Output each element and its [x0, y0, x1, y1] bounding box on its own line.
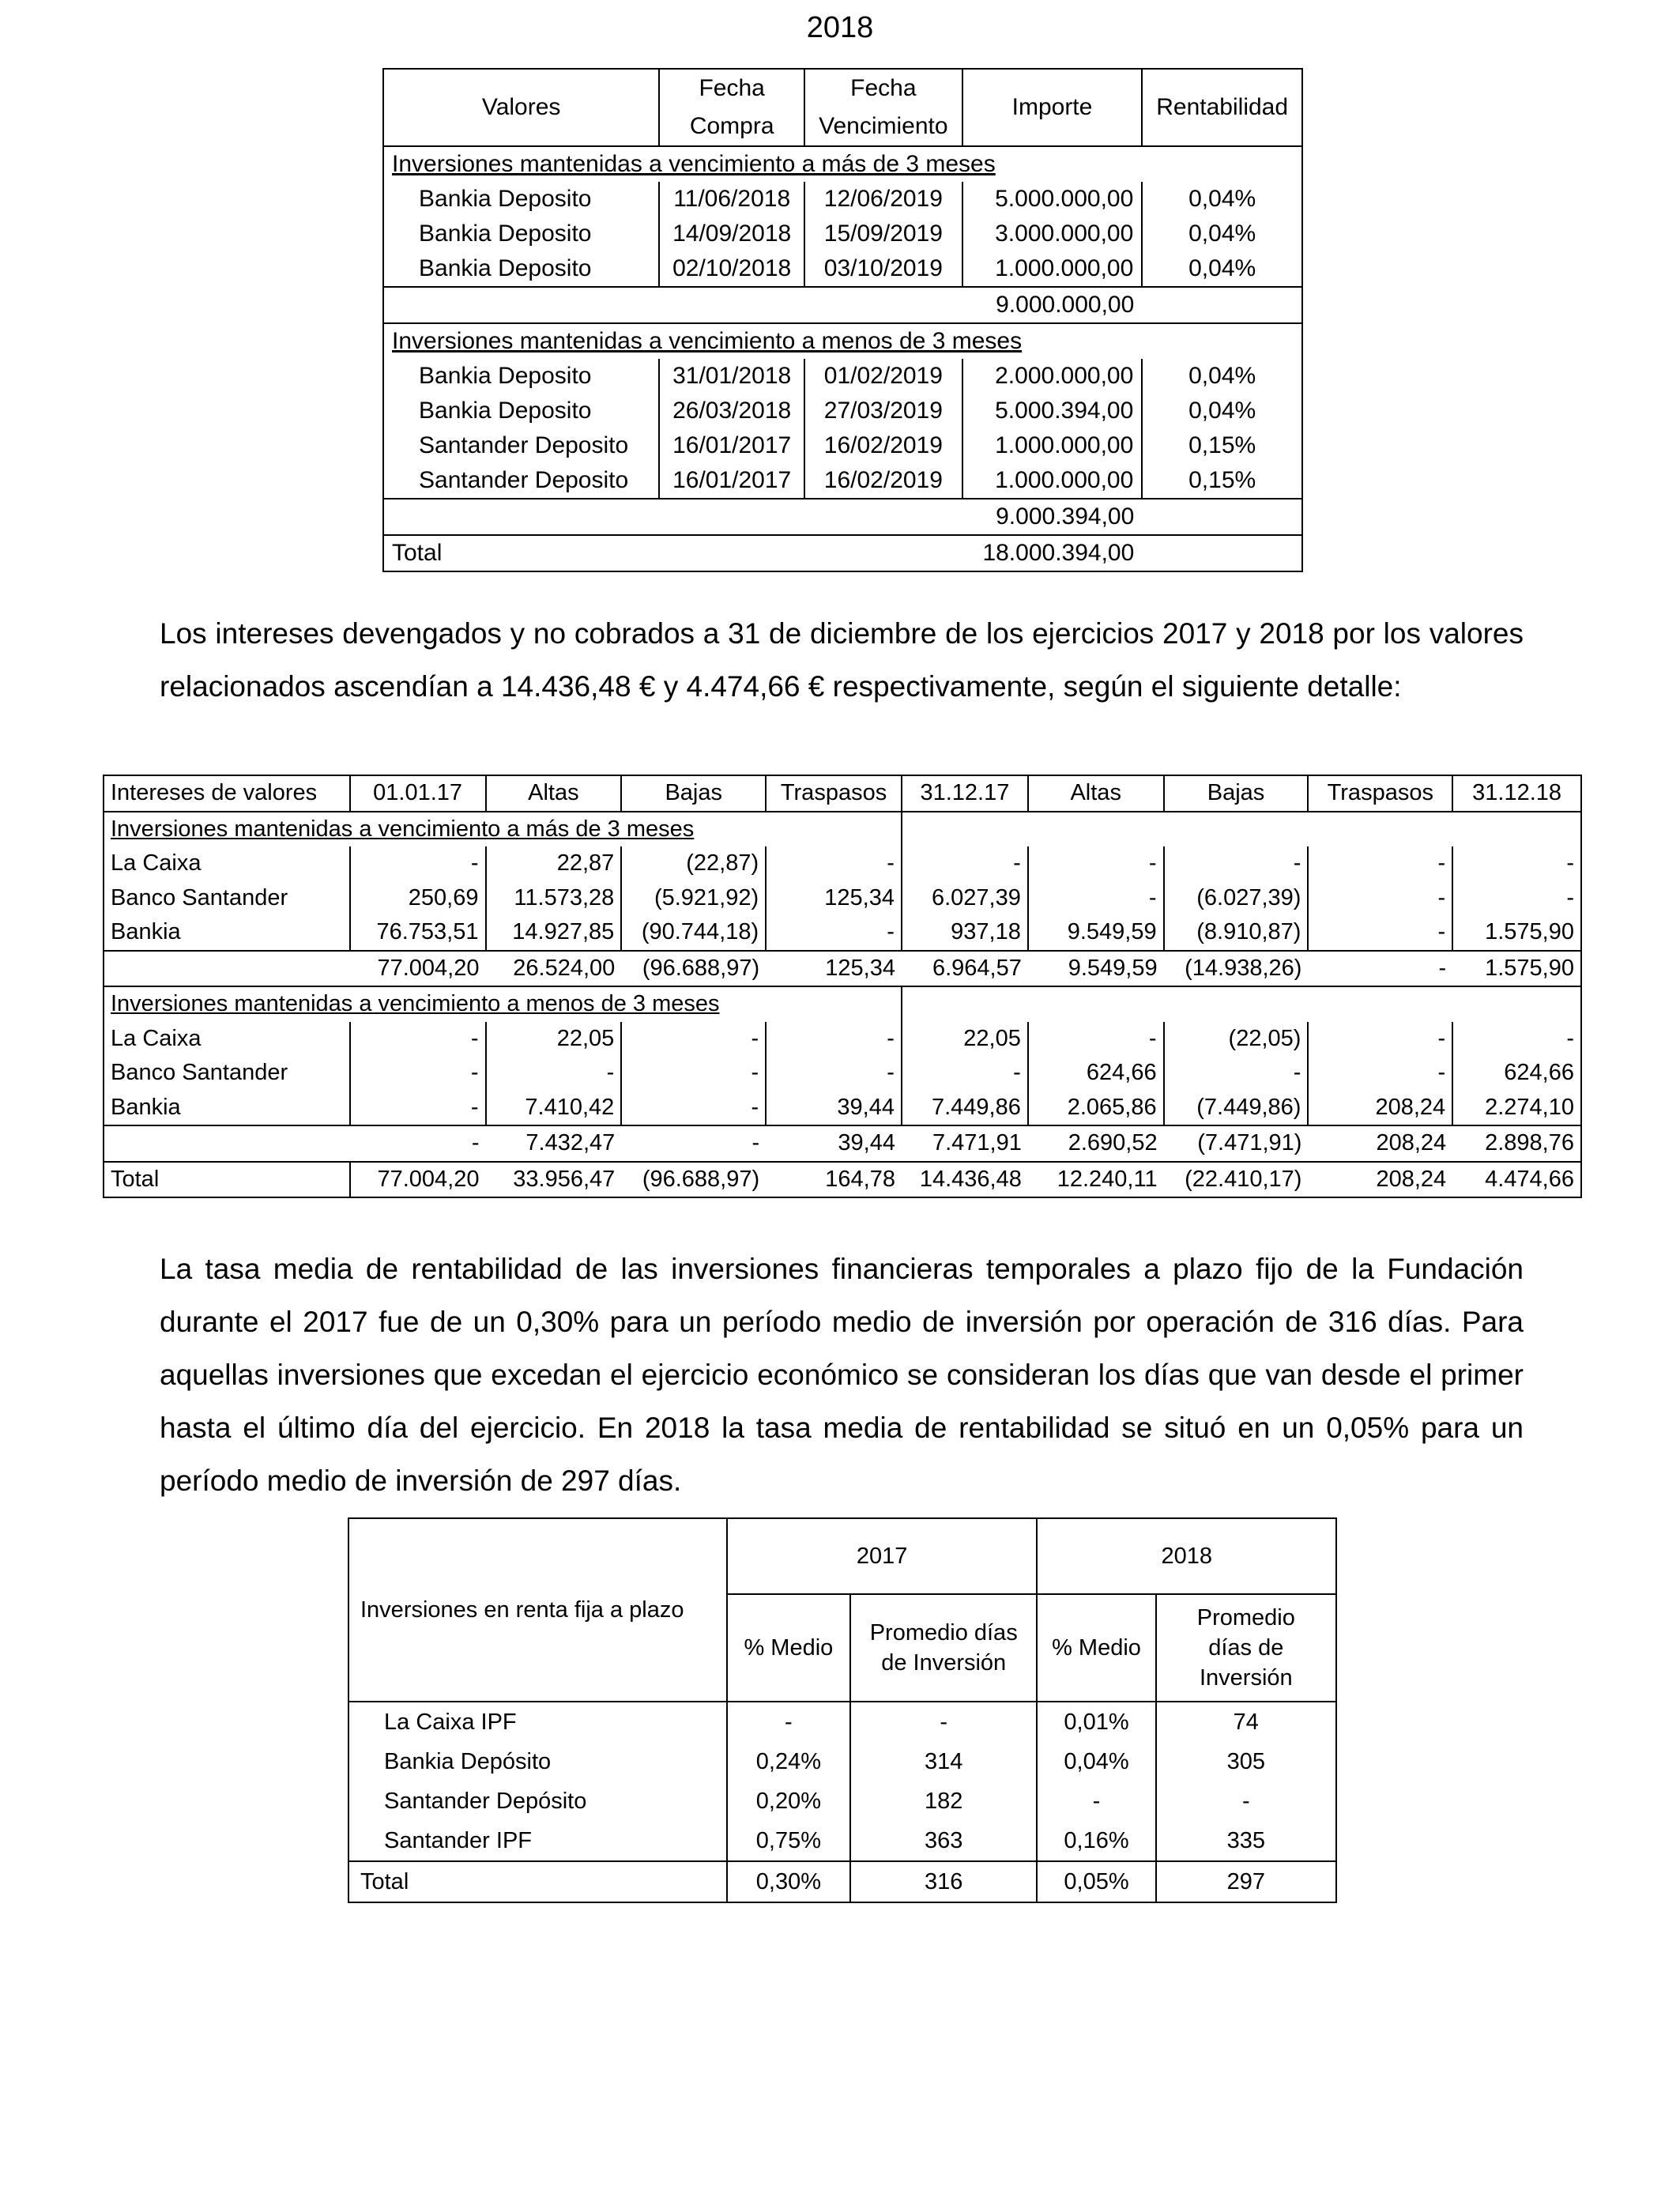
cell-label: Bankia — [104, 1091, 350, 1126]
cell-valor: Santander Deposito — [383, 463, 659, 499]
table-row — [383, 394, 1302, 428]
cell-value: - — [1308, 915, 1452, 951]
table-row — [348, 1742, 1336, 1781]
header-fecha-vencimiento-1: Fecha — [804, 69, 962, 107]
intereses-valores-table — [103, 775, 1582, 1198]
cell-value: 2.065,86 — [1028, 1091, 1164, 1126]
cell-fecha-compra: 11/06/2018 — [659, 182, 804, 217]
cell-value: 0,16% — [1037, 1821, 1155, 1861]
cell-fecha-vencimiento: 16/02/2019 — [804, 428, 962, 463]
cell-value: (5.921,92) — [621, 881, 766, 916]
subheader-line: Inversión — [1199, 1665, 1293, 1691]
section-title-blank — [902, 986, 1581, 1022]
subtotal-value: 125,34 — [766, 951, 902, 987]
total-value: 0,30% — [727, 1861, 850, 1902]
cell-rentabilidad: 0,15% — [1188, 432, 1256, 458]
table-row — [383, 182, 1302, 217]
cell-fecha-compra: 16/01/2017 — [659, 463, 804, 499]
header-cell: Intereses de valores — [104, 775, 350, 812]
paragraph-rentabilidad: La tasa media de rentabilidad de las inversiones financieras temporales a plazo fijo de la Fundación durante el 2017 fue de un 0,30% para un período medio de inversión por operación de 316 días. Para aquellas inversiones que excedan el ejercicio económico se consideran los días que van desde el primer hasta el último día del ejercicio. En 2018 la tasa media de rentabilidad se situó en un 0,05% para un período medio de inversión de 297 días. — [160, 1253, 1524, 1497]
cell-value: - — [350, 1091, 486, 1126]
header-cell: Traspasos — [766, 775, 902, 812]
cell-fecha-vencimiento: 15/09/2019 — [804, 217, 962, 251]
cell-label: Santander Depósito — [348, 1781, 727, 1821]
renta-fija-table — [348, 1517, 1337, 1903]
cell-label: Banco Santander — [104, 881, 350, 916]
cell-value: 2.274,10 — [1485, 1094, 1574, 1120]
cell-rentabilidad: 0,15% — [1188, 467, 1256, 493]
cell-value: - — [727, 1702, 850, 1742]
table-row — [383, 251, 1302, 287]
cell-value: - — [766, 915, 902, 951]
cell-value: - — [1308, 881, 1452, 916]
subheader-medio-2018: % Medio — [1037, 1594, 1155, 1702]
cell-value: - — [1566, 850, 1574, 876]
cell-value: 6.027,39 — [902, 881, 1028, 916]
subtotal-value: (14.938,26) — [1164, 951, 1309, 987]
cell-importe: 3.000.000,00 — [962, 217, 1143, 251]
cell-rentabilidad: 0,04% — [1188, 186, 1256, 212]
cell-value: - — [1164, 846, 1309, 881]
header-cell: Bajas — [1164, 775, 1309, 812]
cell-fecha-vencimiento: 03/10/2019 — [804, 251, 962, 287]
cell-value: 0,75% — [727, 1821, 850, 1861]
cell-label: Bankia — [104, 915, 350, 951]
subheader-line: de Inversión — [881, 1650, 1007, 1676]
cell-value: (7.449,86) — [1164, 1091, 1309, 1126]
subheader-line: días de — [1208, 1635, 1284, 1661]
cell-value: - — [850, 1702, 1037, 1742]
section-title: Inversiones mantenidas a vencimiento a menos de 3 meses — [104, 986, 902, 1022]
total-value: 208,24 — [1308, 1162, 1452, 1198]
section-title-row — [104, 812, 1581, 847]
total-value: 12.240,11 — [1028, 1162, 1164, 1198]
cell-fecha-vencimiento: 16/02/2019 — [804, 463, 962, 499]
table-row — [348, 1821, 1336, 1861]
subtotal-row — [104, 951, 1581, 987]
cell-value: (90.744,18) — [621, 915, 766, 951]
cell-label: Banco Santander — [104, 1056, 350, 1091]
total-blank — [659, 535, 962, 571]
cell-valor: Bankia Deposito — [383, 217, 659, 251]
cell-value: 22,87 — [486, 846, 622, 881]
cell-value: 208,24 — [1308, 1091, 1452, 1126]
subtotal-blank — [383, 499, 962, 535]
cell-value: 9.549,59 — [1028, 915, 1164, 951]
cell-value: - — [1308, 1056, 1452, 1091]
total-value: 14.436,48 — [902, 1162, 1028, 1198]
header-cell: Altas — [1028, 775, 1164, 812]
header-fecha-compra-1: Fecha — [659, 69, 804, 107]
header-cell: Bajas — [621, 775, 766, 812]
total-row — [104, 1162, 1581, 1198]
cell-value: - — [486, 1056, 622, 1091]
cell-value: 7.410,42 — [486, 1091, 622, 1126]
cell-importe: 5.000.394,00 — [962, 394, 1143, 428]
cell-value: 1.575,90 — [1485, 919, 1574, 945]
cell-value: 335 — [1226, 1827, 1265, 1853]
section-title-row — [383, 323, 1302, 359]
total-value: 33.956,47 — [486, 1162, 622, 1198]
cell-value: 11.573,28 — [486, 881, 622, 916]
cell-value: 250,69 — [350, 881, 486, 916]
header-fecha-vencimiento-2: Vencimiento — [804, 107, 962, 146]
total-label: Total — [348, 1861, 727, 1902]
subtotal-blank — [1142, 287, 1302, 323]
cell-value: - — [350, 1022, 486, 1057]
subtotal-value: 2.690,52 — [1028, 1125, 1164, 1162]
cell-value: (22,87) — [621, 846, 766, 881]
cell-value: - — [621, 1056, 766, 1091]
cell-value: 937,18 — [902, 915, 1028, 951]
table-row — [104, 1022, 1581, 1057]
table-row — [383, 359, 1302, 394]
subtotal-value: 39,44 — [766, 1125, 902, 1162]
subtotal-blank — [1142, 499, 1302, 535]
total-label: Total — [104, 1162, 350, 1198]
cell-fecha-compra: 26/03/2018 — [659, 394, 804, 428]
subtotal-value: 7.432,47 — [486, 1125, 622, 1162]
table-row — [104, 1056, 1581, 1091]
header-rentabilidad: Rentabilidad — [1142, 69, 1302, 146]
cell-value: 22,05 — [902, 1022, 1028, 1057]
subtotal-value: - — [350, 1125, 486, 1162]
cell-value: - — [902, 846, 1028, 881]
cell-value: 182 — [850, 1781, 1037, 1821]
subtotal-value: - — [1308, 951, 1452, 987]
cell-value: - — [350, 1056, 486, 1091]
table-row — [104, 1091, 1581, 1126]
cell-value: - — [902, 1056, 1028, 1091]
subtotal-value: 1.575,90 — [1452, 951, 1581, 987]
cell-value: 0,24% — [727, 1742, 850, 1781]
total-value: 316 — [850, 1861, 1037, 1902]
cell-importe: 1.000.000,00 — [962, 463, 1143, 499]
cell-fecha-vencimiento: 01/02/2019 — [804, 359, 962, 394]
subtotal-value: 2.898,76 — [1452, 1125, 1581, 1162]
cell-label: La Caixa IPF — [348, 1702, 727, 1742]
header-year-2017: 2017 — [727, 1518, 1038, 1594]
cell-value: - — [766, 1056, 902, 1091]
total-value: 164,78 — [766, 1162, 902, 1198]
cell-fecha-compra: 16/01/2017 — [659, 428, 804, 463]
subtotal-value: 6.964,57 — [902, 951, 1028, 987]
cell-value: - — [1037, 1781, 1155, 1821]
table-header-row — [383, 69, 1302, 107]
cell-value: 7.449,86 — [902, 1091, 1028, 1126]
subheader-promedio-2018 — [1156, 1594, 1336, 1702]
total-label: Total — [383, 535, 659, 571]
subtotal-value: 77.004,20 — [350, 951, 486, 987]
cell-value: - — [766, 846, 902, 881]
cell-value: (22,05) — [1164, 1022, 1309, 1057]
paragraph-intereses: Los intereses devengados y no cobrados a 31 de diciembre de los ejercicios 2017 y 2018 por los valores relacionados ascendían a 14.436,48 € y 4.474,66 € respectivamente, según el siguiente detalle: — [160, 617, 1524, 703]
cell-value: 305 — [1226, 1748, 1265, 1774]
section-title-blank — [902, 812, 1581, 847]
total-value: 4.474,66 — [1452, 1162, 1581, 1198]
subtotal-importe: 9.000.000,00 — [962, 287, 1143, 323]
cell-rentabilidad: 0,04% — [1188, 398, 1256, 424]
section-title-row — [104, 986, 1581, 1022]
cell-value: - — [350, 846, 486, 881]
cell-value: 22,05 — [486, 1022, 622, 1057]
cell-label: La Caixa — [104, 1022, 350, 1057]
cell-value: - — [1566, 1025, 1574, 1051]
subtotal-value: 26.524,00 — [486, 951, 622, 987]
subtotal-label — [104, 1125, 350, 1162]
total-row — [348, 1861, 1336, 1902]
cell-fecha-vencimiento: 27/03/2019 — [804, 394, 962, 428]
cell-value: 624,66 — [1504, 1060, 1574, 1086]
header-year-2018: 2018 — [1037, 1518, 1336, 1594]
cell-value: - — [766, 1022, 902, 1057]
section-title: Inversiones mantenidas a vencimiento a menos de 3 meses — [383, 323, 1302, 359]
subtotal-value: 7.471,91 — [902, 1125, 1028, 1162]
cell-importe: 1.000.000,00 — [962, 251, 1143, 287]
cell-value: 14.927,85 — [486, 915, 622, 951]
cell-fecha-compra: 14/09/2018 — [659, 217, 804, 251]
cell-value: 624,66 — [1028, 1056, 1164, 1091]
cell-importe: 2.000.000,00 — [962, 359, 1143, 394]
cell-value: - — [621, 1091, 766, 1126]
table-header-row — [348, 1518, 1336, 1594]
cell-value: - — [1241, 1788, 1250, 1814]
header-cell: Altas — [486, 775, 622, 812]
subtotal-row — [383, 287, 1302, 323]
table-header-row — [104, 775, 1581, 812]
header-fecha-compra-2: Compra — [659, 107, 804, 146]
page-heading: 2018 — [806, 11, 874, 44]
table-row — [383, 428, 1302, 463]
cell-valor: Bankia Deposito — [383, 182, 659, 217]
cell-valor: Santander Deposito — [383, 428, 659, 463]
total-blank — [1142, 535, 1302, 571]
cell-valor: Bankia Deposito — [383, 359, 659, 394]
table-row — [104, 846, 1581, 881]
table-row — [104, 915, 1581, 951]
total-importe: 18.000.394,00 — [962, 535, 1143, 571]
cell-value: 0,01% — [1037, 1702, 1155, 1742]
cell-value: - — [1164, 1056, 1309, 1091]
subtotal-blank — [383, 287, 962, 323]
header-cell: 31.12.17 — [902, 775, 1028, 812]
cell-importe: 5.000.000,00 — [962, 182, 1143, 217]
subtotal-value: (7.471,91) — [1164, 1125, 1309, 1162]
cell-label: Santander IPF — [348, 1821, 727, 1861]
cell-value: - — [621, 1022, 766, 1057]
section-title: Inversiones mantenidas a vencimiento a más de 3 meses — [392, 151, 996, 177]
cell-value: - — [1308, 1022, 1452, 1057]
table-row — [383, 463, 1302, 499]
subtotal-value: (96.688,97) — [621, 951, 766, 987]
subtotal-row — [383, 499, 1302, 535]
cell-importe: 1.000.000,00 — [962, 428, 1143, 463]
subtotal-importe: 9.000.394,00 — [962, 499, 1143, 535]
cell-value: - — [1566, 884, 1574, 910]
investments-2018-table — [382, 68, 1303, 572]
subheader-line: Promedio — [1196, 1605, 1295, 1630]
total-value: 77.004,20 — [350, 1162, 486, 1198]
subtotal-row — [104, 1125, 1581, 1162]
table-row — [383, 217, 1302, 251]
subtotal-value: 9.549,59 — [1028, 951, 1164, 987]
cell-value: - — [1028, 881, 1164, 916]
subheader-promedio-2017 — [850, 1594, 1037, 1702]
total-row — [383, 535, 1302, 571]
section-title-row — [383, 146, 1302, 182]
cell-value: 125,34 — [766, 881, 902, 916]
cell-rentabilidad: 0,04% — [1188, 221, 1256, 247]
cell-value: - — [1028, 1022, 1164, 1057]
cell-value: (8.910,87) — [1164, 915, 1309, 951]
subtotal-value: 208,24 — [1308, 1125, 1452, 1162]
header-importe: Importe — [962, 69, 1143, 146]
cell-value: 74 — [1233, 1709, 1259, 1735]
header-cell: Traspasos — [1308, 775, 1452, 812]
cell-value: 76.753,51 — [350, 915, 486, 951]
cell-value: 363 — [850, 1821, 1037, 1861]
subtotal-value: - — [621, 1125, 766, 1162]
cell-valor: Bankia Deposito — [383, 394, 659, 428]
cell-fecha-vencimiento: 12/06/2019 — [804, 182, 962, 217]
cell-rentabilidad: 0,04% — [1188, 363, 1256, 389]
cell-label: La Caixa — [104, 846, 350, 881]
cell-fecha-compra: 31/01/2018 — [659, 359, 804, 394]
header-cell: 31.12.18 — [1452, 775, 1581, 812]
table-row — [348, 1702, 1336, 1742]
cell-value: 0,04% — [1037, 1742, 1155, 1781]
total-value: 297 — [1156, 1861, 1336, 1902]
cell-value: (6.027,39) — [1164, 881, 1309, 916]
cell-value: 39,44 — [766, 1091, 902, 1126]
header-renta-fija: Inversiones en renta fija a plazo — [348, 1518, 727, 1702]
cell-value: 0,20% — [727, 1781, 850, 1821]
total-value: (22.410,17) — [1164, 1162, 1309, 1198]
section-title: Inversiones mantenidas a vencimiento a más de 3 meses — [104, 812, 902, 847]
header-cell: 01.01.17 — [350, 775, 486, 812]
header-valores: Valores — [383, 69, 659, 146]
subheader-line: Promedio días — [869, 1620, 1018, 1646]
subtotal-label — [104, 951, 350, 987]
subheader-medio-2017: % Medio — [727, 1594, 850, 1702]
cell-valor: Bankia Deposito — [383, 251, 659, 287]
table-row — [104, 881, 1581, 916]
cell-fecha-compra: 02/10/2018 — [659, 251, 804, 287]
cell-value: 314 — [850, 1742, 1037, 1781]
cell-rentabilidad: 0,04% — [1188, 255, 1256, 281]
cell-value: - — [1028, 846, 1164, 881]
total-value: (96.688,97) — [621, 1162, 766, 1198]
cell-value: - — [1308, 846, 1452, 881]
total-value: 0,05% — [1037, 1861, 1155, 1902]
cell-label: Bankia Depósito — [348, 1742, 727, 1781]
table-row — [348, 1781, 1336, 1821]
